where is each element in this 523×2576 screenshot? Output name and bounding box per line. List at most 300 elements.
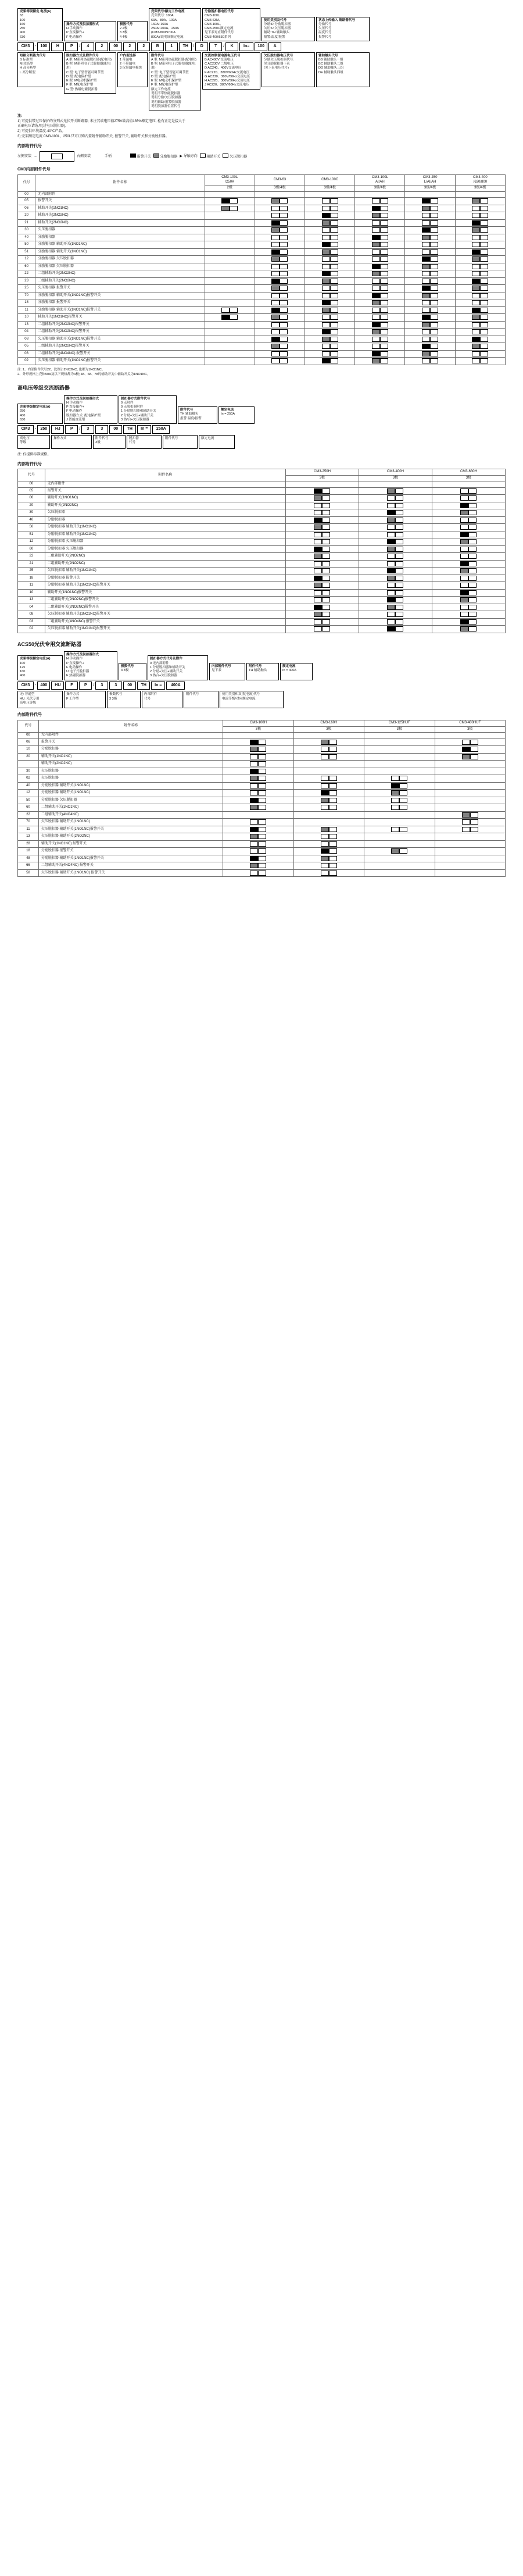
- row-cell: [364, 811, 435, 819]
- row-code: 10: [18, 314, 35, 322]
- accessory-mark-icon: [271, 264, 280, 269]
- table-row: [18, 219, 506, 227]
- accessory-mark-icon: [380, 358, 388, 363]
- row-cell: [255, 219, 305, 227]
- accessory-mark-icon: [271, 227, 280, 233]
- accessory-mark-icon: [322, 242, 330, 247]
- sec3-col-5: 附件代号 TH 辅助触头: [246, 663, 279, 680]
- table-row: [18, 350, 506, 358]
- row-cell: [285, 626, 359, 633]
- row-cell: [223, 819, 293, 826]
- table-row: [18, 826, 506, 833]
- accessory-mark-icon: [250, 754, 258, 759]
- accessory-mark-icon: [250, 848, 258, 854]
- accessory-mark-icon: [250, 761, 258, 766]
- row-cell: [305, 227, 355, 234]
- accessory-mark-icon: [472, 358, 480, 363]
- accessory-mark-icon: [399, 783, 407, 789]
- row-cell: [255, 350, 305, 358]
- accessory-mark-icon: [258, 747, 266, 752]
- table-row: [18, 205, 506, 212]
- row-name: 欠压脱扣器: [45, 509, 285, 517]
- table-row: [18, 343, 506, 351]
- sec3-col-1: 操作方式及脱扣器形式 H 手动操作 P 直接操作+ F 电动操作 U 电子式脱扣器 F 热磁脱扣器: [64, 651, 117, 680]
- row-cell: [405, 241, 455, 249]
- accessory-mark-icon: [480, 337, 488, 342]
- row-name: 辅助开关(1NO1NC): [38, 753, 223, 761]
- row-code: 30: [18, 227, 35, 234]
- row-name: 分励脱扣器 辅助开关(1NO1NC): [45, 531, 285, 538]
- row-cell: [205, 191, 255, 198]
- row-cell: [432, 568, 505, 575]
- accessory-mark-icon: [230, 308, 238, 313]
- accessory-mark-icon: [472, 315, 480, 320]
- row-cell: [364, 733, 435, 739]
- table2-header-row: 代号 附件名称 CM3-250H CM3-400H CM3-630H: [18, 469, 506, 476]
- accessory-mark-icon: [271, 256, 280, 262]
- row-cell: [223, 855, 293, 862]
- section3-title: ACS50光伏专用交流断路器: [17, 641, 82, 647]
- table-row: [18, 582, 506, 590]
- row-cell: [405, 205, 455, 212]
- accessory-mark-icon: [314, 612, 322, 617]
- sec2-col-2: 脱扣器方式附件代号 0 无附件 0 无脱扣器附件 1 分励脱扣器和辅助开关 2 分励+欠压+辅助开关 3 热/合+欠压脱扣器: [119, 395, 177, 424]
- row-code: 11: [18, 582, 45, 590]
- row-cell: [205, 263, 255, 270]
- row-cell: [359, 531, 432, 538]
- row-cell: [432, 509, 505, 517]
- row-cell: [305, 292, 355, 299]
- row-code: 40: [18, 234, 35, 241]
- accessory-mark-icon: [372, 344, 380, 349]
- accessory-mark-icon: [460, 612, 468, 617]
- row-cell: [432, 582, 505, 590]
- accessory-mark-icon: [280, 329, 288, 334]
- table3-header-row: 代号 附件名称 CM3-100H CM3-160H CM3-125HUF CM3-400HUF: [18, 720, 506, 727]
- row-cell: [359, 575, 432, 582]
- table-row: [18, 314, 506, 322]
- accessory-mark-icon: [470, 827, 478, 832]
- row-cell: [305, 299, 355, 307]
- spec-columns-top: [17, 8, 506, 41]
- accessory-mark-icon: [280, 235, 288, 240]
- table2-body: [18, 481, 506, 633]
- table-row: [18, 263, 506, 270]
- row-cell: [305, 191, 355, 198]
- row-name: 分励脱扣器 辅助开关(1NO1NC)报警开关: [38, 855, 223, 862]
- row-code: 70: [18, 819, 39, 826]
- accessory-mark-icon: [271, 351, 280, 356]
- accessory-mark-icon: [372, 315, 380, 320]
- row-cell: [223, 790, 293, 797]
- accessory-mark-icon: [250, 856, 258, 861]
- accessory-mark-icon: [329, 863, 337, 868]
- row-cell: [435, 848, 505, 855]
- handle-label: 手柄: [105, 154, 112, 158]
- row-cell: [405, 314, 455, 322]
- accessory-mark-icon: [480, 264, 488, 269]
- sec3-col-0: 壳架等级额定电流(A) 100 125 160 400: [17, 655, 63, 680]
- accessory-mark-icon: [280, 300, 288, 305]
- row-code: [18, 761, 39, 768]
- accessory-mark-icon: [430, 235, 438, 240]
- row-name: 辅助开关(2NO2NC): [35, 219, 205, 227]
- row-cell: [359, 502, 432, 509]
- row-code: 03: [18, 618, 45, 626]
- accessory-mark-icon: [280, 256, 288, 262]
- row-cell: [432, 531, 505, 538]
- row-cell: [355, 277, 405, 285]
- accessory-mark-icon: [468, 525, 477, 530]
- row-code: 18: [18, 848, 39, 855]
- accessory-mark-icon: [387, 532, 395, 537]
- row-cell: [305, 314, 355, 322]
- row-cell: [205, 358, 255, 365]
- row-code: 25: [18, 568, 45, 575]
- table-row: [18, 560, 506, 568]
- row-cell: [405, 270, 455, 278]
- accessory-mark-icon: [372, 308, 380, 313]
- table-row: [18, 358, 506, 365]
- row-cell: [364, 738, 435, 746]
- row-name: 欠压脱扣器: [38, 775, 223, 783]
- row-code: 21: [18, 560, 45, 568]
- accessory-mark-icon: [395, 619, 403, 625]
- row-name: 二组辅助开关(2NO2NC): [35, 270, 205, 278]
- accessory-mark-icon: [322, 329, 330, 334]
- row-name: 辅助开关(1NO1NC)报警开关: [45, 589, 285, 597]
- accessory-mark-icon: [322, 213, 330, 218]
- row-cell: [305, 198, 355, 205]
- accessory-mark-icon: [321, 798, 329, 803]
- row-cell: [223, 869, 293, 877]
- accessory-mark-icon: [430, 206, 438, 211]
- table-row: [18, 575, 506, 582]
- row-cell: [293, 826, 364, 833]
- accessory-mark-icon: [271, 220, 280, 226]
- accessory-mark-icon: [422, 308, 430, 313]
- row-name: 报警开关: [38, 738, 223, 746]
- accessory-mark-icon: [322, 337, 330, 342]
- accessory-mark-icon: [322, 554, 330, 559]
- row-cell: [455, 270, 505, 278]
- accessory-mark-icon: [280, 337, 288, 342]
- accessory-mark-icon: [480, 300, 488, 305]
- row-code: 11: [18, 306, 35, 314]
- accessory-mark-icon: [322, 322, 330, 327]
- row-cell: [205, 256, 255, 263]
- row-cell: [405, 299, 455, 307]
- accessory-mark-icon: [480, 308, 488, 313]
- row-code: 13: [18, 833, 39, 841]
- accessory-mark-icon: [472, 308, 480, 313]
- row-cell: [223, 775, 293, 783]
- accessory-mark-icon: [258, 856, 266, 861]
- row-cell: [205, 270, 255, 278]
- row-code: 66: [18, 862, 39, 870]
- accessory-mark-icon: [422, 337, 430, 342]
- row-cell: [305, 343, 355, 351]
- accessory-mark-icon: [380, 271, 388, 276]
- row-name: 欠压脱扣器 辅助开关(1NO1NC)报警开关: [45, 611, 285, 619]
- accessory-mark-icon: [314, 626, 322, 631]
- accessory-mark-icon: [329, 790, 337, 795]
- accessory-mark-icon: [330, 235, 338, 240]
- accessory-mark-icon: [387, 525, 395, 530]
- accessory-mark-icon: [480, 358, 488, 363]
- accessory-mark-icon: [329, 747, 337, 752]
- accessory-mark-icon: [258, 819, 266, 825]
- row-code: 22: [18, 811, 39, 819]
- row-cell: [435, 782, 505, 790]
- table-row: [18, 336, 506, 343]
- accessory-mark-icon: [280, 220, 288, 226]
- table2-subheader-row: 3极 3极 3极: [18, 475, 506, 481]
- row-cell: [205, 314, 255, 322]
- row-code: 20: [18, 212, 35, 220]
- accessory-mark-icon: [480, 271, 488, 276]
- legend-shunt: 分励脱扣器: [153, 154, 178, 160]
- row-cell: [205, 227, 255, 234]
- spec-columns-bottom: [17, 52, 506, 110]
- accessory-mark-icon: [250, 783, 258, 789]
- accessory-mark-icon: [329, 834, 337, 839]
- row-cell: [255, 227, 305, 234]
- row-cell: [293, 738, 364, 746]
- accessory-mark-icon: [258, 761, 266, 766]
- row-cell: [432, 538, 505, 546]
- row-cell: [364, 746, 435, 754]
- accessory-mark-icon: [480, 213, 488, 218]
- accessory-mark-icon: [372, 337, 380, 342]
- accessory-mark-icon: [280, 264, 288, 269]
- spec-bot-0: 短路分断能力代号 S 标准型 M 较高型 H 高分断型 L 高分断型: [17, 52, 63, 87]
- row-name: 分励脱扣器 辅助开关(1NO1NC): [45, 524, 285, 531]
- table-row: [18, 797, 506, 804]
- accessory-mark-icon: [468, 612, 477, 617]
- accessory-mark-icon: [395, 583, 403, 588]
- accessory-mark-icon: [258, 769, 266, 774]
- accessory-mark-icon: [462, 827, 470, 832]
- table-row: [18, 733, 506, 739]
- accessory-mark-icon: [430, 271, 438, 276]
- accessory-mark-icon: [468, 503, 477, 508]
- row-name: 分励脱扣器 辅助开关(1NO1NC)报警开关: [35, 306, 205, 314]
- row-cell: [305, 205, 355, 212]
- row-cell: [355, 343, 405, 351]
- th-cm3-100l-250a: CM3-100L /250A: [205, 175, 255, 185]
- row-cell: [205, 248, 255, 256]
- accessory-mark-icon: [422, 198, 430, 204]
- row-name: 欠压脱扣器 辅助开关(1NO1NC) 报警开关: [38, 869, 223, 877]
- accessory-mark-icon: [387, 583, 395, 588]
- accessory-mark-icon: [322, 525, 330, 530]
- accessory-mark-icon: [322, 612, 330, 617]
- table-row: [18, 241, 506, 249]
- row-cell: [455, 263, 505, 270]
- row-cell: [455, 343, 505, 351]
- row-cell: [285, 545, 359, 553]
- row-cell: [435, 855, 505, 862]
- accessory-mark-icon: [472, 271, 480, 276]
- accessory-mark-icon: [480, 315, 488, 320]
- row-cell: [432, 495, 505, 502]
- table-row: [18, 502, 506, 509]
- accessory-mark-icon: [395, 576, 403, 581]
- table-row: [18, 270, 506, 278]
- row-cell: [364, 862, 435, 870]
- row-cell: [355, 358, 405, 365]
- row-cell: [432, 516, 505, 524]
- sec2-sublabels: 高电压 等级 操作方式 附件代号 3极 脱扣器 代号 附件代号 额定电流: [17, 435, 506, 449]
- accessory-mark-icon: [460, 525, 468, 530]
- row-cell: [255, 270, 305, 278]
- model-string-2: CM3 - 250 HJ P / 3 3 00 TH In = 250A: [17, 425, 506, 434]
- accessory-mark-icon: [322, 227, 330, 233]
- row-cell: [255, 299, 305, 307]
- accessory-mark-icon: [372, 249, 380, 255]
- row-cell: [455, 212, 505, 220]
- accessory-mark-icon: [271, 279, 280, 284]
- accessory-mark-icon: [372, 256, 380, 262]
- row-cell: [223, 840, 293, 848]
- row-cell: [359, 597, 432, 604]
- accessory-mark-icon: [460, 619, 468, 625]
- row-cell: [305, 248, 355, 256]
- row-cell: [455, 241, 505, 249]
- row-cell: [205, 306, 255, 314]
- row-cell: [364, 848, 435, 855]
- accessory-mark-icon: [280, 286, 288, 291]
- accessory-mark-icon: [395, 503, 403, 508]
- row-name: 分励脱扣器 报警开关: [45, 575, 285, 582]
- accessory-mark-icon: [380, 308, 388, 313]
- accessory-mark-icon: [372, 198, 380, 204]
- row-cell: [364, 819, 435, 826]
- accessory-mark-icon: [472, 206, 480, 211]
- row-code: 05: [18, 198, 35, 205]
- table-row: [18, 227, 506, 234]
- accessory-mark-icon: [387, 612, 395, 617]
- row-code: 13: [18, 321, 35, 329]
- accessory-mark-icon: [271, 329, 280, 334]
- accessory-mark-icon: [221, 315, 230, 320]
- row-cell: [405, 191, 455, 198]
- row-cell: [223, 811, 293, 819]
- table-row: [18, 819, 506, 826]
- row-name: 二组辅助开关(2NO2NC)报警开关: [35, 321, 205, 329]
- shunt-swatch-icon: [153, 154, 159, 158]
- accessory-mark-icon: [462, 740, 470, 745]
- row-cell: [205, 241, 255, 249]
- accessory-mark-icon: [330, 286, 338, 291]
- accessory-mark-icon: [422, 220, 430, 226]
- accessory-mark-icon: [372, 322, 380, 327]
- accessory-mark-icon: [391, 798, 399, 803]
- accessory-mark-icon: [422, 329, 430, 334]
- row-cell: [293, 833, 364, 841]
- row-cell: [255, 277, 305, 285]
- accessory-mark-icon: [387, 488, 395, 494]
- accessory-mark-icon: [380, 337, 388, 342]
- accessory-mark-icon: [322, 256, 330, 262]
- row-cell: [305, 329, 355, 336]
- row-cell: [405, 285, 455, 292]
- row-name: 二组辅助开关(2NO2NC)报警开关: [35, 343, 205, 351]
- spec-bot-4: 交流控制源电源电压代号 B AC400V 交流电压 C AC230V 二级电压 D AC240、400V交流电压 F AC220、380V/60Hz交流电压 G AC230、380V/50Hz交流电压 H AC220、380V/50Hz交流电压 J AC220、380V/60Hz交流电压: [202, 52, 260, 90]
- accessory-mark-icon: [280, 242, 288, 247]
- accessory-mark-icon: [422, 213, 430, 218]
- accessory-mark-icon: [329, 754, 337, 759]
- accessory-mark-icon: [321, 747, 329, 752]
- row-cell: [293, 797, 364, 804]
- accessory-mark-icon: [399, 827, 407, 832]
- accessory-mark-icon: [271, 213, 280, 218]
- row-cell: [355, 270, 405, 278]
- row-code: 58: [18, 869, 39, 877]
- row-name: 二组辅助开关(2NO2NC): [45, 560, 285, 568]
- accessory-mark-icon: [430, 315, 438, 320]
- row-cell: [355, 219, 405, 227]
- accessory-mark-icon: [329, 740, 337, 745]
- accessory-mark-icon: [380, 322, 388, 327]
- accessory-mark-icon: [322, 279, 330, 284]
- accessory-mark-icon: [470, 740, 478, 745]
- row-cell: [455, 234, 505, 241]
- model-code-diagram-2: [17, 395, 506, 449]
- accessory-mark-icon: [380, 329, 388, 334]
- row-cell: [364, 797, 435, 804]
- row-code: 00: [18, 191, 35, 198]
- accessory-mark-icon: [322, 351, 330, 356]
- accessory-mark-icon: [322, 344, 330, 349]
- accessory-mark-icon: [470, 747, 478, 752]
- row-cell: [435, 862, 505, 870]
- accessory-mark-icon: [380, 293, 388, 298]
- accessory-mark-icon: [258, 740, 266, 745]
- table-row: [18, 191, 506, 198]
- row-cell: [255, 212, 305, 220]
- row-name: 二组辅助开关(4NO4NC) 报警开关: [45, 618, 285, 626]
- accessory-mark-icon: [372, 293, 380, 298]
- row-cell: [359, 545, 432, 553]
- row-name: 欠压脱扣器 辅助开关(2NO2NC): [38, 833, 223, 841]
- accessory-mark-icon: [472, 235, 480, 240]
- row-name: 欠压脱扣器 辅助开关(1NO1NC)报警开关: [38, 826, 223, 833]
- accessory-mark-icon: [460, 532, 468, 537]
- accessory-mark-icon: [314, 554, 322, 559]
- sec2-col-1: 操作方式及脱扣器形式 H 手动操作 P 直接操作+ F 电动操作 脱扣器方式: 配电保护型 J 智能直流型: [64, 395, 117, 424]
- row-cell: [255, 248, 305, 256]
- row-cell: [305, 219, 355, 227]
- row-cell: [223, 768, 293, 775]
- accessory-mark-icon: [314, 503, 322, 508]
- row-cell: [405, 329, 455, 336]
- accessory-mark-icon: [422, 235, 430, 240]
- row-cell: [432, 597, 505, 604]
- row-cell: [435, 753, 505, 761]
- row-cell: [432, 553, 505, 561]
- row-code: 06: [18, 738, 39, 746]
- row-name: 辅助开关(1NO1NC): [45, 495, 285, 502]
- row-cell: [355, 350, 405, 358]
- spec-bot-5: 欠压脱扣器电压代号 分励欠压脱扣器代号: 见分励脱扣器下表 (见下表电压代号): [262, 52, 315, 87]
- row-cell: [293, 733, 364, 739]
- accessory-mark-icon: [271, 293, 280, 298]
- accessory-mark-icon: [314, 561, 322, 566]
- table1-header-row: 代号 附件名称 CM3-100L /250A CM3-63 CM3-100C CM3-100L AI/AH CM3-250 L/AI/AH CM3-400 /630/800: [18, 175, 506, 185]
- accessory-mark-icon: [468, 554, 477, 559]
